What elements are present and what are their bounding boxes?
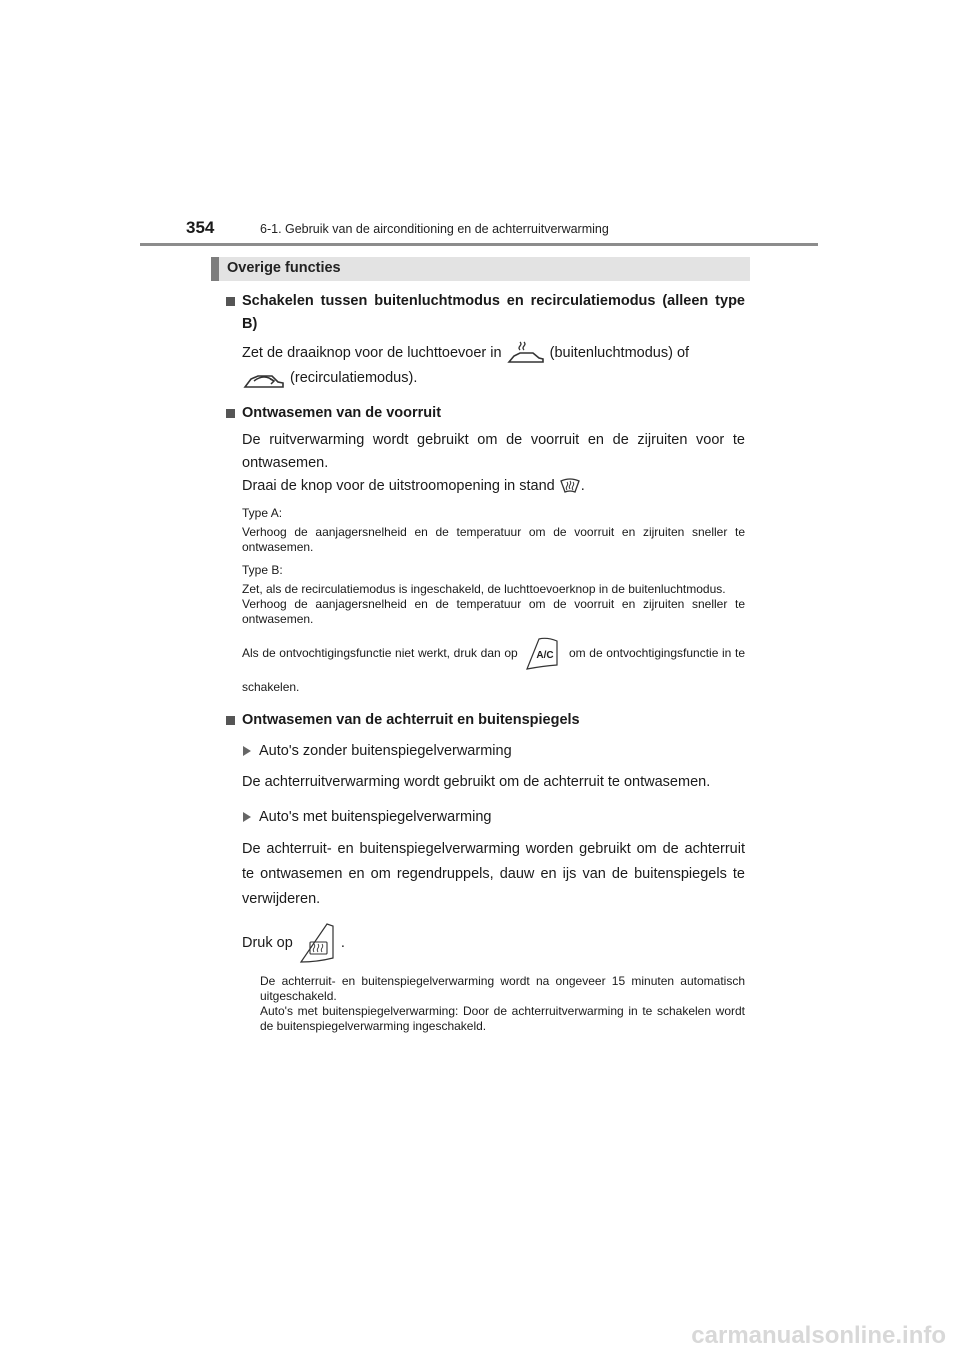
- rear-defogger-button-icon: [297, 920, 337, 966]
- recirc-instruction: Zet de draaiknop voor de luchttoevoer in (buitenluchtmodus) of (recirculatiemodus).: [223, 340, 745, 390]
- sub1-text: De achterruitverwarming wordt gebruikt om de achterruit te ontwasemen.: [242, 774, 711, 790]
- item-heading-recirc: Schakelen tussen buitenluchtmodus en recirculatiemodus (alleen type B): [223, 290, 745, 336]
- windshield-defroster-icon: [559, 477, 581, 495]
- note-mirror-heater: Auto's met buitenspiegelverwarming: Door de achterruitverwarming in te schakelen wordt de buitenspiegelverwarming ingeschakeld.: [260, 1004, 745, 1033]
- ac-note: Als de ontvochtigingsfunctie niet werkt, druk dan op A/C om de ontvochtigingsfunctie in te schakelen.: [223, 635, 745, 701]
- sub-item-no-mirror-heater: Auto's zonder buitenspiegelverwarming: [223, 740, 745, 763]
- square-bullet-icon: [226, 716, 235, 725]
- chapter-title: 6-1. Gebruik van de airconditioning en de achterruitverwarming: [260, 222, 609, 236]
- item-heading-defog-rear: Ontwasemen van de achterruit en buitenspiegels: [223, 709, 745, 732]
- square-bullet-icon: [226, 297, 235, 306]
- rear-defog-notes: [223, 974, 745, 1034]
- item-heading-defog-front: Ontwasemen van de voorruit: [223, 402, 745, 425]
- recirculation-mode-icon: [242, 367, 286, 389]
- arrow-bullet-icon: [243, 812, 251, 822]
- sub2-text: De achterruit- en buitenspiegelverwarming worden gebruikt om de achterruit te ontwasemen en om regendruppels, dauw en ijs van de buitenspiegels te verwijderen.: [242, 841, 745, 907]
- type-a-label: Type A:: [242, 506, 283, 520]
- defog-front-text: De ruitverwarming wordt gebruikt om de voorruit en de zijruiten voor te ontwasemen.: [242, 432, 745, 471]
- section-title: Overige functies: [227, 260, 341, 276]
- ac-button-icon: [521, 635, 565, 673]
- content: [223, 290, 745, 1034]
- type-b-text-1: Zet, als de recirculatiemodus is ingeschakeld, de luchttoevoerknop in de buitenluchtmodus.: [242, 582, 726, 596]
- defog-front-instruction: Draai de knop voor de uitstroomopening in stand .: [242, 478, 585, 494]
- type-b-label: Type B:: [242, 563, 283, 577]
- svg-text:A/C: A/C: [536, 650, 554, 661]
- type-a-text: Verhoog de aanjagersnelheid en de temperatuur om de voorruit en zijruiten sneller te ontwasemen.: [242, 525, 745, 554]
- sub-item-with-mirror-heater: Auto's met buitenspiegelverwarming: [223, 806, 745, 829]
- page-number: 354: [186, 218, 215, 237]
- header-rule: [140, 243, 818, 246]
- watermark: carmanualsonline.info: [691, 1322, 946, 1349]
- arrow-bullet-icon: [243, 746, 251, 756]
- note-auto-off: De achterruit- en buitenspiegelverwarming wordt na ongeveer 15 minuten automatisch uitgeschakeld.: [260, 974, 745, 1003]
- outside-air-mode-icon: [506, 340, 546, 366]
- section-bar: [211, 257, 750, 281]
- square-bullet-icon: [226, 409, 235, 418]
- type-b-text-2: Verhoog de aanjagersnelheid en de temperatuur om de voorruit en zijruiten sneller te ontwasemen.: [242, 597, 745, 626]
- press-instruction: Druk op .: [223, 920, 745, 966]
